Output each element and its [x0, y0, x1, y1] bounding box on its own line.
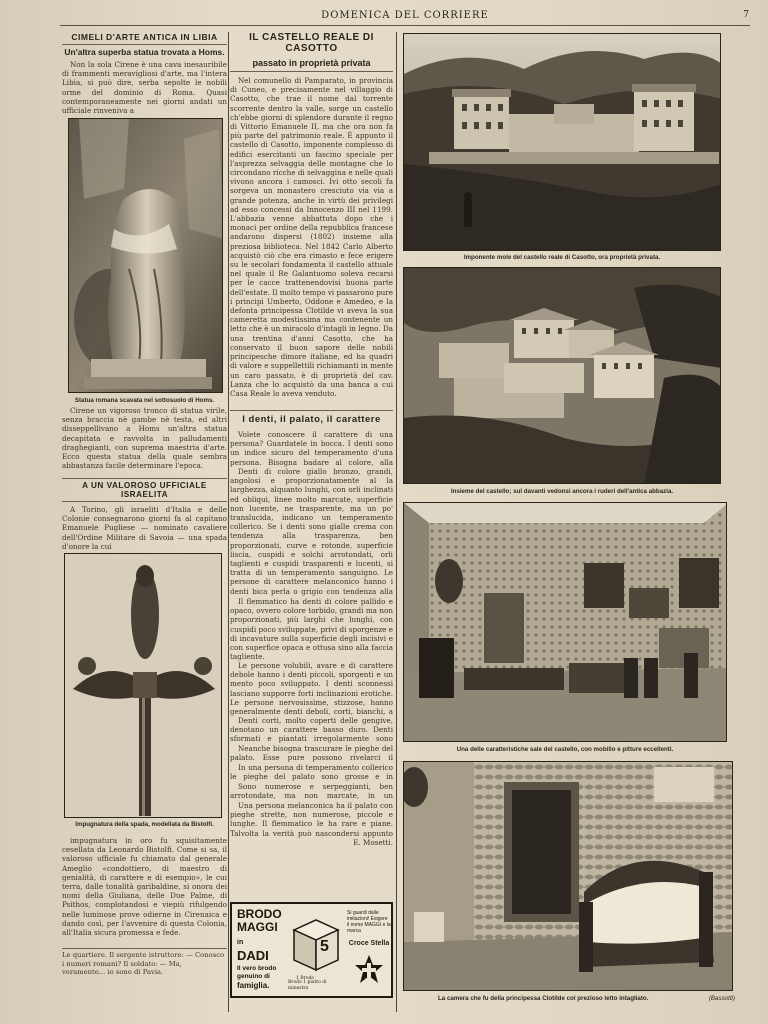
page-number: 7: [743, 10, 750, 20]
section-title-castello: IL CASTELLO REALE DI CASOTTO: [249, 32, 374, 54]
maggi-advertisement: [230, 902, 393, 998]
ad-brand-line: DADI: [237, 948, 269, 963]
left-column: [62, 32, 227, 1012]
sword-caption: Impugnatura della spada, modellata da Bistolfi.: [75, 821, 214, 828]
clotilde-bedroom-caption: La camera che fu della principessa Clotilde col prezioso letto intagliato.: [438, 995, 649, 1002]
photo-sword-block: [62, 551, 227, 836]
article-paragraph: Nel comunello di Pamparato, in provincia di Cuneo, e precisamente nel villaggio di Casotto, che trae il nome dal torrente scorrente dentro la valle, sorge un castello ch'ebbe giorni di splendore durante il regno di Vittorio Emanuele II, ma che ora non fa più parte del patrimonio reale. È appunto il castello di Casotto, imponente complesso di edifici esercitanti un fascino speciale per l'asprezza selvaggia delle montagne che lo circondano ricche di selvaggina e nelle quali vivono ancora i camosci. Ivi otto secoli fa sorgeva un monastero cresciuto via via a grande potenza, anche in virtù dei privilegi ad esso concessi da Innocenzo III nel 1199. L'abbazia venne abbattuta dopo che i monaci per ordine della repubblica francese andarono dispersi (1802) insieme alla preziosa biblioteca. Nel 1842 Carlo Alberto acquistò ciò che era rimasto e fece erigere su le secolari fondamenta il castello attuale nel quale il Re Galantuomo soleva recarsi per le cacce trattenendovisi buona parte dell'estate. Il molto tempo vi passarono pure i principi Umberto, Oddone e Amedeo, e la defonta principessa Clotilde vi aveva la sua cameretta modestissima ma contenente un letto che è un miracolo d'intagli in legno. Da una trentina d'anni Casotto, che ha conservato il buon sapore delle nobili principesche dimore italiane, ed ha quadri di valore e suppellettili richiamanti in mente un caro passato, è di proprietà del cav. Lanza che lo acquistò da una banca a cui Casa Reale lo aveva venduto.: [230, 76, 393, 398]
article-paragraph: Non la sola Cirene è una cava inesauribile di frammenti meravigliosi d'arte, ma l'intera Libia, si può dire, serba sepolte le nobili orme del dominio di Roma. Quasi contemporaneamente nei giorni andati un ufficiale rinveniva a: [62, 60, 227, 116]
castle-salon-photo: [403, 502, 727, 742]
castle-exterior-photo: [403, 33, 721, 251]
castle-salon-caption: Una delle caratteristiche sale del castello, con mobilio e pitture eccellenti.: [456, 746, 674, 753]
masthead-title: DOMENICA DEL CORRIERE: [321, 10, 489, 21]
castle-overview-caption: Insieme del castello; sul davanti vedonsi ancora i ruderi dell'antica abbazia.: [450, 488, 674, 495]
article-paragraph: Una persona melanconica ha il palato con pieghe strette, non numerose, piccole e lunghe. Il flemmatico le ha rare e piane. Talvolta la verità può nascondersi appunto: [230, 801, 393, 838]
ad-cube-small: 1 Brodo: [296, 976, 315, 981]
star-cross-icon: [354, 954, 384, 984]
article-paragraph: impugnatura in oro fu squisitamente cesellata da Leonardo Bistolfi. Come si sa, il valoroso ufficiale fu chiamato dal generale Ameglio «condottiero, di maestro di genialità, di carattere e di esempio», le cui terra, dalle tonalità garibaldine, si onora dei nomi della Giuliana, delle Due Palme, di Psithos, complotandosi e viepiù rifulgendo nelle luminose prove odierne in Cirenaica e dando così, per l'avvenire di questa Colonia, all'Italia sicura promessa e fede.: [62, 836, 227, 938]
article-paragraph: Cirene un vigoroso tronco di statua virile, senza braccia nè gambe nè testa, ed altri disseppellivano a Homs un'altra statua decapitata e ravvolta in palludamenti draghegianti, con suprema maestria d'arte. Ecco questa statua della quale sembra abbastanza facile determinare l'epoca.: [62, 406, 227, 471]
photo-credit: (Bassotti): [708, 995, 735, 1002]
article-paragraph: In una persona di temperamento collerico le pieghe del palato sono grosse e in: [230, 763, 393, 782]
ad-brand-line: [237, 921, 287, 949]
ad-brand-line: BRODO: [237, 907, 282, 921]
article-paragraph: Denti di colore giallo bronzo, grandi, angolosi e proporzionatamente al la larghezza, alquanto lunghi, con orli inclinati ed obliqui, linee molto marcate, superficie non lucente, ne trasparente, ma un po' translucida, indicano un temperamento collerico. Se i denti sono gialle crema con tendenza alla trasparenza, ben proporzionati, curve e rotonde, superficie liscia, cuspidi e solchi arrotondati, orli taglienti e cuspidi trasparenti e lucenti, si tratta di un temperamento sanguigno. Le persone di carattere melanconico hanno i denti bica perla o grigio con tendenza alla: [230, 467, 393, 596]
ad-brand-text: MAGGI: [237, 920, 278, 934]
subtitle-castello: passato in proprietà privata: [230, 58, 393, 72]
column-rule-right: [396, 32, 397, 1012]
maggi-cube-icon: [290, 916, 342, 981]
article-paragraph: A Torino, gli israeliti d'Italia e delle Colonie consegnarono giorni fa al capitano Emanuele Pugliese — nominato cavaliere dell'Ordine Militare di Savoia — una spada d'onore la cui: [62, 505, 227, 551]
section-title-ufficiale: A UN VALOROSO UFFICIALE ISRAELITA: [62, 478, 227, 502]
article-paragraph: Neanche bisogna trascurare le pieghe del palato. Esse pure possono rivelarci il: [230, 744, 393, 763]
section-title-denti: I denti, il palato, il carattere: [230, 410, 393, 427]
middle-column: [230, 32, 393, 1012]
ad-slogan: famiglia.: [237, 981, 270, 990]
article-signature: E. Mosetti.: [353, 838, 393, 847]
ad-trademark: Croce Stella: [348, 940, 390, 947]
castle-exterior-caption: Imponente mole del castello reale di Casotto, ora proprietà privata.: [463, 254, 661, 261]
ad-cube-number: 5: [320, 938, 329, 955]
sword-photo: [64, 553, 222, 818]
article-paragraph: Volete conoscere il carattere di una persona? Guardatele in bocca. I denti sono un indice sicuro del temperamento d'una persona. Bisogna badare al colore, alla: [230, 430, 393, 467]
ad-brand-block: [237, 908, 287, 991]
column-rule-left: [228, 32, 229, 1012]
article-paragraph: Denti corti, molto coperti delle gengive, denotano un carattere basso duro. Denti sformati e piantati irregolarmente sono: [230, 716, 393, 744]
article-paragraph: Il flemmatico ha denti di colore pallido e opaco, ovvero colore torbido, grandi ma non proporzionati, più larghi che lunghi, con cuspidi poco sviluppate, privi di sporgenze e di incavature sulla superficie degli incisivi e con superfice opaca e ottusa sino alla faccia tagliente.: [230, 597, 393, 661]
clotilde-bedroom-photo: [403, 761, 733, 991]
article-paragraph: Sono numerose e serpeggianti, ben arrotondate, ma non marcate, in un: [230, 782, 393, 801]
section-title-cimeli: CIMELI D'ARTE ANTICA IN LIBIA: [62, 32, 227, 45]
ad-slogan: genuino di: [237, 973, 270, 980]
statue-caption: Statua romana scavata nel sottosuolo di Homs.: [74, 397, 215, 404]
footnote-joke: Le quartiere. Il sergente istruttore: — Conosco i numeri romani? Il soldato: — Ma, veramente... io sono di Pavia.: [62, 948, 227, 977]
masthead: [60, 8, 750, 26]
subtitle-statua: Un'altra superba statua trovata a Homs.: [64, 47, 225, 57]
castle-overview-photo: [403, 267, 721, 484]
ad-brand-in: in: [237, 939, 244, 946]
article-paragraph: Le persone volubili, avare e di carattere debole hanno i denti piccoli, sporgenti e un mento poco sviluppato. I denti sconnessi lasciano supporre forti inclinazioni erotiche. Le persone nervosissime, stizzose, hanno generalmente denti deboli, corti, bianchi, a: [230, 661, 393, 716]
statue-photo: [68, 118, 223, 393]
ad-cube-label: Brodo 1 piatto di minestra: [288, 980, 327, 991]
ad-slogan: Il vero brodo: [237, 965, 277, 972]
ad-warning: Si guardi dalle imitazioni! Esigere il nome MAGGI e la marca: [347, 910, 391, 934]
photo-statue-block: [62, 116, 227, 406]
